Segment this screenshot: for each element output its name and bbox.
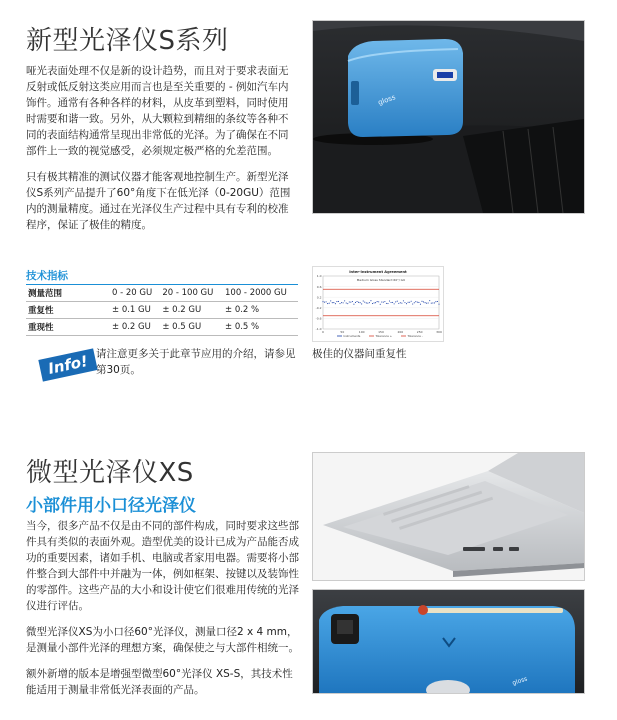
spec-row bbox=[26, 285, 298, 302]
instrument-point bbox=[394, 303, 395, 304]
instrument-point bbox=[343, 302, 344, 303]
instrument-point bbox=[412, 303, 413, 304]
y-tick-label: -0.2 bbox=[315, 306, 322, 310]
instrument-point bbox=[403, 300, 404, 301]
chart-title: Inter-Instrument Agreement bbox=[349, 270, 407, 274]
instrument-point bbox=[326, 301, 327, 302]
agreement-chart bbox=[312, 266, 444, 342]
instrument-point bbox=[395, 301, 396, 302]
section2-paragraph-1: 当今，很多产品不仅是由不同的部件构成，同时要求这些部件具有类似的表面外观。造型优美的设计已成为产品能否成功的重要因素，诸如手机、电脑或者家用电器。需要将小部件整合到大部件中并融为一体，例如框架、按键以及装饰性的零部件。这些产品的大小和设计使它们很难用传统的光泽仪进行评估。 bbox=[26, 520, 299, 612]
instrument-point bbox=[370, 300, 371, 301]
spec-cell: ± 0.1 GU bbox=[110, 302, 160, 319]
instrument-point bbox=[373, 302, 374, 303]
laptop-photo bbox=[312, 452, 585, 581]
device-label: gloss bbox=[376, 93, 397, 107]
instrument-point bbox=[435, 301, 436, 302]
spec-cell: 0 - 20 GU bbox=[110, 285, 160, 302]
micro-glossmeter-photo bbox=[312, 589, 585, 694]
instrument-point bbox=[329, 303, 330, 304]
instrument-point bbox=[411, 301, 412, 302]
spec-title: 技术指标 bbox=[26, 268, 298, 285]
instrument-point bbox=[369, 302, 370, 303]
instrument-point bbox=[327, 303, 328, 304]
instrument-point bbox=[350, 302, 351, 303]
spec-cell: ± 0.5 GU bbox=[160, 319, 223, 336]
instrument-point bbox=[429, 300, 430, 301]
agreement-chart-svg bbox=[313, 267, 443, 341]
plot-area bbox=[323, 276, 439, 329]
x-tick-label: 150 bbox=[378, 330, 384, 334]
spec-label: 重现性 bbox=[26, 319, 110, 336]
spec-cell: 100 - 2000 GU bbox=[223, 285, 298, 302]
instrument-point bbox=[344, 300, 345, 301]
instrument-point bbox=[406, 303, 407, 304]
instrument-point bbox=[358, 302, 359, 303]
info-text: 请注意更多关于此章节应用的介绍，请参见第30页。 bbox=[96, 348, 296, 376]
y-tick-label: 0.2 bbox=[316, 295, 322, 300]
legend-label: Instruments bbox=[343, 334, 361, 339]
spec-cell: 20 - 100 GU bbox=[160, 285, 223, 302]
instrument-point bbox=[408, 302, 409, 303]
instrument-point bbox=[347, 303, 348, 304]
instrument-point bbox=[425, 302, 426, 303]
device-label: gloss bbox=[511, 675, 529, 687]
spec-table bbox=[26, 268, 298, 336]
y-tick-label: -1.0 bbox=[315, 327, 322, 332]
x-tick-label: 50 bbox=[340, 330, 345, 334]
section1-paragraph-1: 哑光表面处理不仅是新的设计趋势，而且对于要求表面无反射或低反射这类应用而言也是至关重要的 - 例如汽车内饰件。通常有各种各样的材料，从皮革到塑料，同时使用时需要和谐一致。另外，从大颗粒到精细的条纹等各种不同的表面结构通常呈现出非常低的光泽。为了确保在不同部件上一致的视觉感受，必须规定极严格的允差范围。 bbox=[26, 65, 289, 157]
instrument-point bbox=[420, 304, 421, 305]
x-tick-label: 250 bbox=[416, 330, 423, 334]
instrument-point bbox=[330, 300, 331, 301]
spec-cell: ± 0.2 % bbox=[223, 302, 298, 319]
instrument-point bbox=[387, 303, 388, 304]
instrument-point bbox=[356, 301, 357, 302]
instrument-point bbox=[418, 302, 419, 303]
instrument-point bbox=[377, 301, 378, 302]
instrument-point bbox=[400, 302, 401, 303]
section2-text bbox=[26, 518, 302, 708]
instrument-point bbox=[336, 301, 337, 302]
instrument-point bbox=[438, 304, 439, 305]
instrument-point bbox=[333, 302, 334, 303]
y-tick-label: 1.0 bbox=[316, 274, 322, 279]
section2-subtitle: 小部件用小口径光泽仪 bbox=[26, 496, 196, 516]
instrument-point bbox=[324, 302, 325, 303]
instrument-point bbox=[391, 302, 392, 303]
instrument-point bbox=[401, 303, 402, 304]
instrument-point bbox=[389, 301, 390, 302]
instrument-point bbox=[349, 301, 350, 302]
instrument-point bbox=[437, 301, 438, 302]
instrument-point bbox=[398, 303, 399, 304]
instrument-point bbox=[366, 302, 367, 303]
instrument-point bbox=[361, 303, 362, 304]
instrument-point bbox=[372, 303, 373, 304]
instrument-point bbox=[341, 302, 342, 303]
chart-box-label: Medium Gloss Standard 60°/ GU bbox=[356, 278, 406, 282]
x-tick-label: 100 bbox=[358, 330, 365, 334]
legend-label: Tolerance - bbox=[407, 334, 423, 339]
spec-label: 测量范围 bbox=[26, 285, 110, 302]
spec-cell: ± 0.5 % bbox=[223, 319, 298, 336]
x-tick-label: 0 bbox=[322, 330, 324, 334]
spec-cell: ± 0.2 GU bbox=[160, 302, 223, 319]
instrument-point bbox=[367, 303, 368, 304]
instrument-point bbox=[409, 302, 410, 303]
instrument-point bbox=[428, 302, 429, 303]
x-tick-label: 200 bbox=[397, 330, 404, 334]
instrument-point bbox=[335, 303, 336, 304]
instrument-point bbox=[431, 303, 432, 304]
instrument-point bbox=[432, 302, 433, 303]
section2-title: 微型光泽仪XS bbox=[26, 458, 194, 488]
instrument-point bbox=[332, 302, 333, 303]
chart-caption: 极佳的仪器间重复性 bbox=[312, 348, 407, 360]
instrument-point bbox=[322, 301, 323, 302]
instrument-point bbox=[364, 302, 365, 303]
y-tick-label: 0.6 bbox=[316, 284, 322, 289]
instrument-point bbox=[392, 302, 393, 303]
instrument-point bbox=[417, 302, 418, 303]
y-tick-label: -0.6 bbox=[315, 316, 322, 321]
instrument-point bbox=[355, 302, 356, 303]
instrument-point bbox=[397, 301, 398, 302]
info-badge: Info! bbox=[38, 348, 97, 381]
spec-label: 重复性 bbox=[26, 302, 110, 319]
instrument-point bbox=[414, 302, 415, 303]
instrument-point bbox=[339, 303, 340, 304]
instrument-point bbox=[423, 301, 424, 302]
instrument-point bbox=[426, 303, 427, 304]
instrument-point bbox=[378, 301, 379, 302]
section2-paragraph-3: 额外新增的版本是增强型微型60°光泽仪 XS-S，其技术性能适用于测量非常低光泽表面的产品。 bbox=[26, 668, 293, 696]
section1-text bbox=[26, 63, 298, 243]
instrument-point bbox=[384, 301, 385, 302]
instrument-point bbox=[383, 302, 384, 303]
spec-cell: ± 0.2 GU bbox=[110, 319, 160, 336]
instrument-point bbox=[352, 301, 353, 302]
glossmeter-dashboard-photo bbox=[312, 20, 585, 214]
instrument-point bbox=[404, 302, 405, 303]
legend-label: Tolerance + bbox=[375, 334, 393, 339]
spec-row bbox=[26, 319, 298, 336]
x-tick-label: 300 bbox=[436, 330, 442, 334]
instrument-point bbox=[380, 304, 381, 305]
instrument-point bbox=[381, 301, 382, 302]
instrument-point bbox=[363, 300, 364, 301]
instrument-point bbox=[360, 302, 361, 303]
instrument-point bbox=[421, 301, 422, 302]
spec-row bbox=[26, 302, 298, 319]
section1-paragraph-2: 只有极其精准的测试仪器才能客观地控制生产。新型光泽仪S系列产品提升了60°角度下在低光泽（0-20GU）范围内的测量精度。通过在光泽仪生产过程中具有专利的校准程序，保证了极佳的精度。 bbox=[26, 171, 291, 231]
instrument-point bbox=[386, 303, 387, 304]
instrument-point bbox=[375, 302, 376, 303]
instrument-point bbox=[434, 302, 435, 303]
instrument-point bbox=[346, 302, 347, 303]
instrument-point bbox=[338, 301, 339, 302]
section2-paragraph-2: 微型光泽仪XS为小口径60°光泽仪，测量口径2 x 4 mm，是测量小部件光泽的理想方案，确保使之与大部件相统一。 bbox=[26, 626, 299, 654]
instrument-point bbox=[415, 301, 416, 302]
section1-title: 新型光泽仪S系列 bbox=[26, 26, 229, 56]
instrument-point bbox=[353, 304, 354, 305]
